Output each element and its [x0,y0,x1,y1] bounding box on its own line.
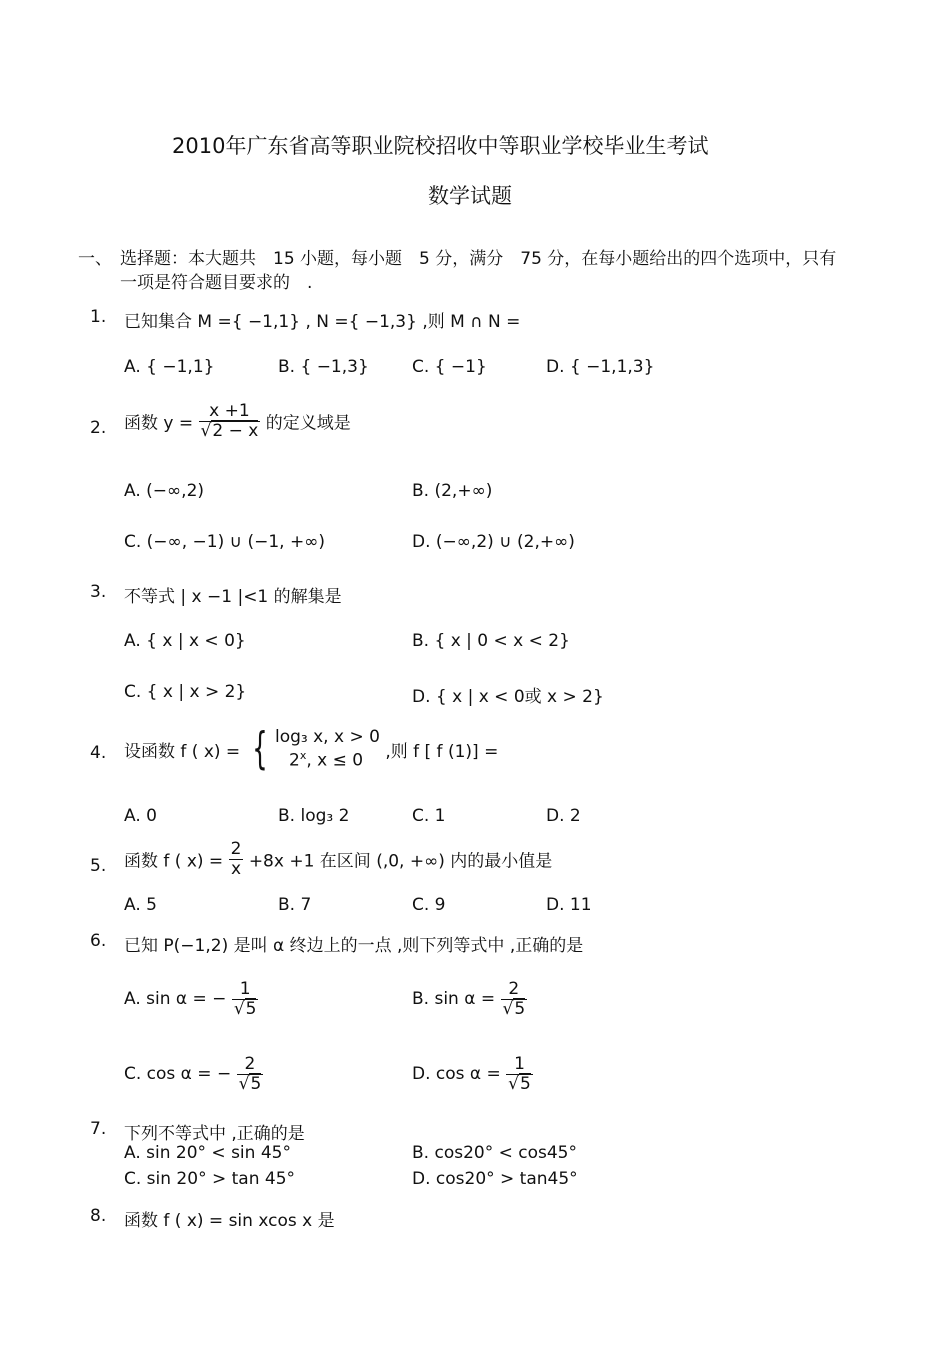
question-number: 6. [90,931,107,951]
fraction: $\frac{1}{√5}$ [233,979,257,1019]
fraction [229,840,244,878]
option-b: B. 7 [278,895,312,915]
question-stem: 下列不等式中 ,正确的是 [124,1124,305,1144]
question-number: 4. [90,743,107,763]
question-number: 7. [90,1119,107,1139]
option-a: A. 5 [124,895,157,915]
option-a: A. { x | x < 0} [124,631,246,651]
piecewise-cases [275,726,380,773]
stem-prefix: 函数 y = [124,413,194,434]
stem-prefix: 设函数 f ( x) = [124,741,241,762]
question-stem: 已知 P(−1,2) 是叫 α 终边上的一点 ,则下列等式中 ,正确的是 [124,936,584,956]
option-b: B. (2,+∞) [412,481,493,501]
option-b: B. { −1,3} [278,357,369,377]
question-stem: 已知集合 M ={ −1,1} , N ={ −1,3} ,则 M ∩ N = [124,312,521,332]
option-c: C. { −1} [412,357,487,377]
question-number: 8. [90,1206,107,1226]
section-instructions-line1: 选择题：本大题共 15 小题，每小题 5 分，满分 75 分，在每小题给出的四个选项中，只有 [120,249,837,269]
stem-prefix: 函数 f ( x) = [124,851,224,872]
case-2: 2$^x$, x ≤ 0 [288,748,364,771]
question-number: 2. [90,418,107,438]
question-number: 1. [90,307,107,327]
option-a: A. sin α = − $\frac{1}{√5}$ [124,979,257,1019]
option-d: D. cos20° > tan45° [412,1169,578,1189]
option-c: C. cos α = − $\frac{2}{√5}$ [124,1054,262,1094]
stem-suffix: ,则 f [ f (1)] = [385,741,499,762]
option-b: B. { x | 0 < x < 2} [412,631,570,651]
fraction-numerator: x +1 [199,402,261,422]
option-a: A. 0 [124,806,157,826]
fraction: $\frac{2}{√5}$ [502,979,526,1019]
fraction: $\frac{1}{√5}$ [508,1054,531,1094]
radicand: 2 − x [212,420,259,441]
fraction-numerator: 2 [230,839,242,859]
question-stem: 函数 f ( x) = sin xcos x 是 [124,1211,335,1231]
option-d: D. { −1,1,3} [546,357,655,377]
option-c: C. 1 [412,806,446,826]
option-a: A. { −1,1} [124,357,215,377]
option-d: D. 11 [546,895,592,915]
stem-suffix: 的定义域是 [265,413,351,434]
option-c: C. 9 [412,895,446,915]
question-stem [124,840,552,878]
option-a: A. (−∞,2) [124,481,205,501]
option-b: B. cos20° < cos45° [412,1143,577,1163]
fraction: $\frac{2}{√5}$ [238,1054,262,1094]
fraction-denominator: x [230,858,242,879]
option-c: C. sin 20° > tan 45° [124,1169,296,1189]
question-stem [124,723,499,775]
stem-suffix: +8x +1 在区间 (,0, +∞) 内的最小值是 [248,851,553,872]
fraction [199,402,261,440]
option-d: D. cos α = $\frac{1}{√5}$ [412,1054,531,1094]
question-number: 3. [90,582,107,602]
option-c: C. (−∞, −1) ∪ (−1, +∞) [124,532,326,552]
option-c: C. { x | x > 2} [124,682,247,702]
option-d: D. { x | x < 0或 x > 2} [412,687,604,707]
section-instructions-line2: 一项是符合题目要求的 . [120,273,313,293]
question-stem [124,402,351,440]
section-number: 一、 [78,249,112,269]
option-b: B. log₃ 2 [278,806,350,826]
question-number: 5. [90,856,107,876]
root-sign: √ [200,420,212,441]
document-title: 2010年广东省高等职业院校招收中等职业学校毕业生考试 [172,134,709,158]
question-stem: 不等式 | x −1 |<1 的解集是 [124,587,342,607]
document-subtitle: 数学试题 [428,184,512,208]
left-brace: { [251,723,268,775]
option-d: D. (−∞,2) ∪ (2,+∞) [412,532,575,552]
fraction-denominator [199,422,261,441]
option-b: B. sin α = $\frac{2}{√5}$ [412,979,526,1019]
option-d: D. 2 [546,806,581,826]
option-a: A. sin 20° < sin 45° [124,1143,291,1163]
case-1: log₃ x, x > 0 [274,727,380,747]
